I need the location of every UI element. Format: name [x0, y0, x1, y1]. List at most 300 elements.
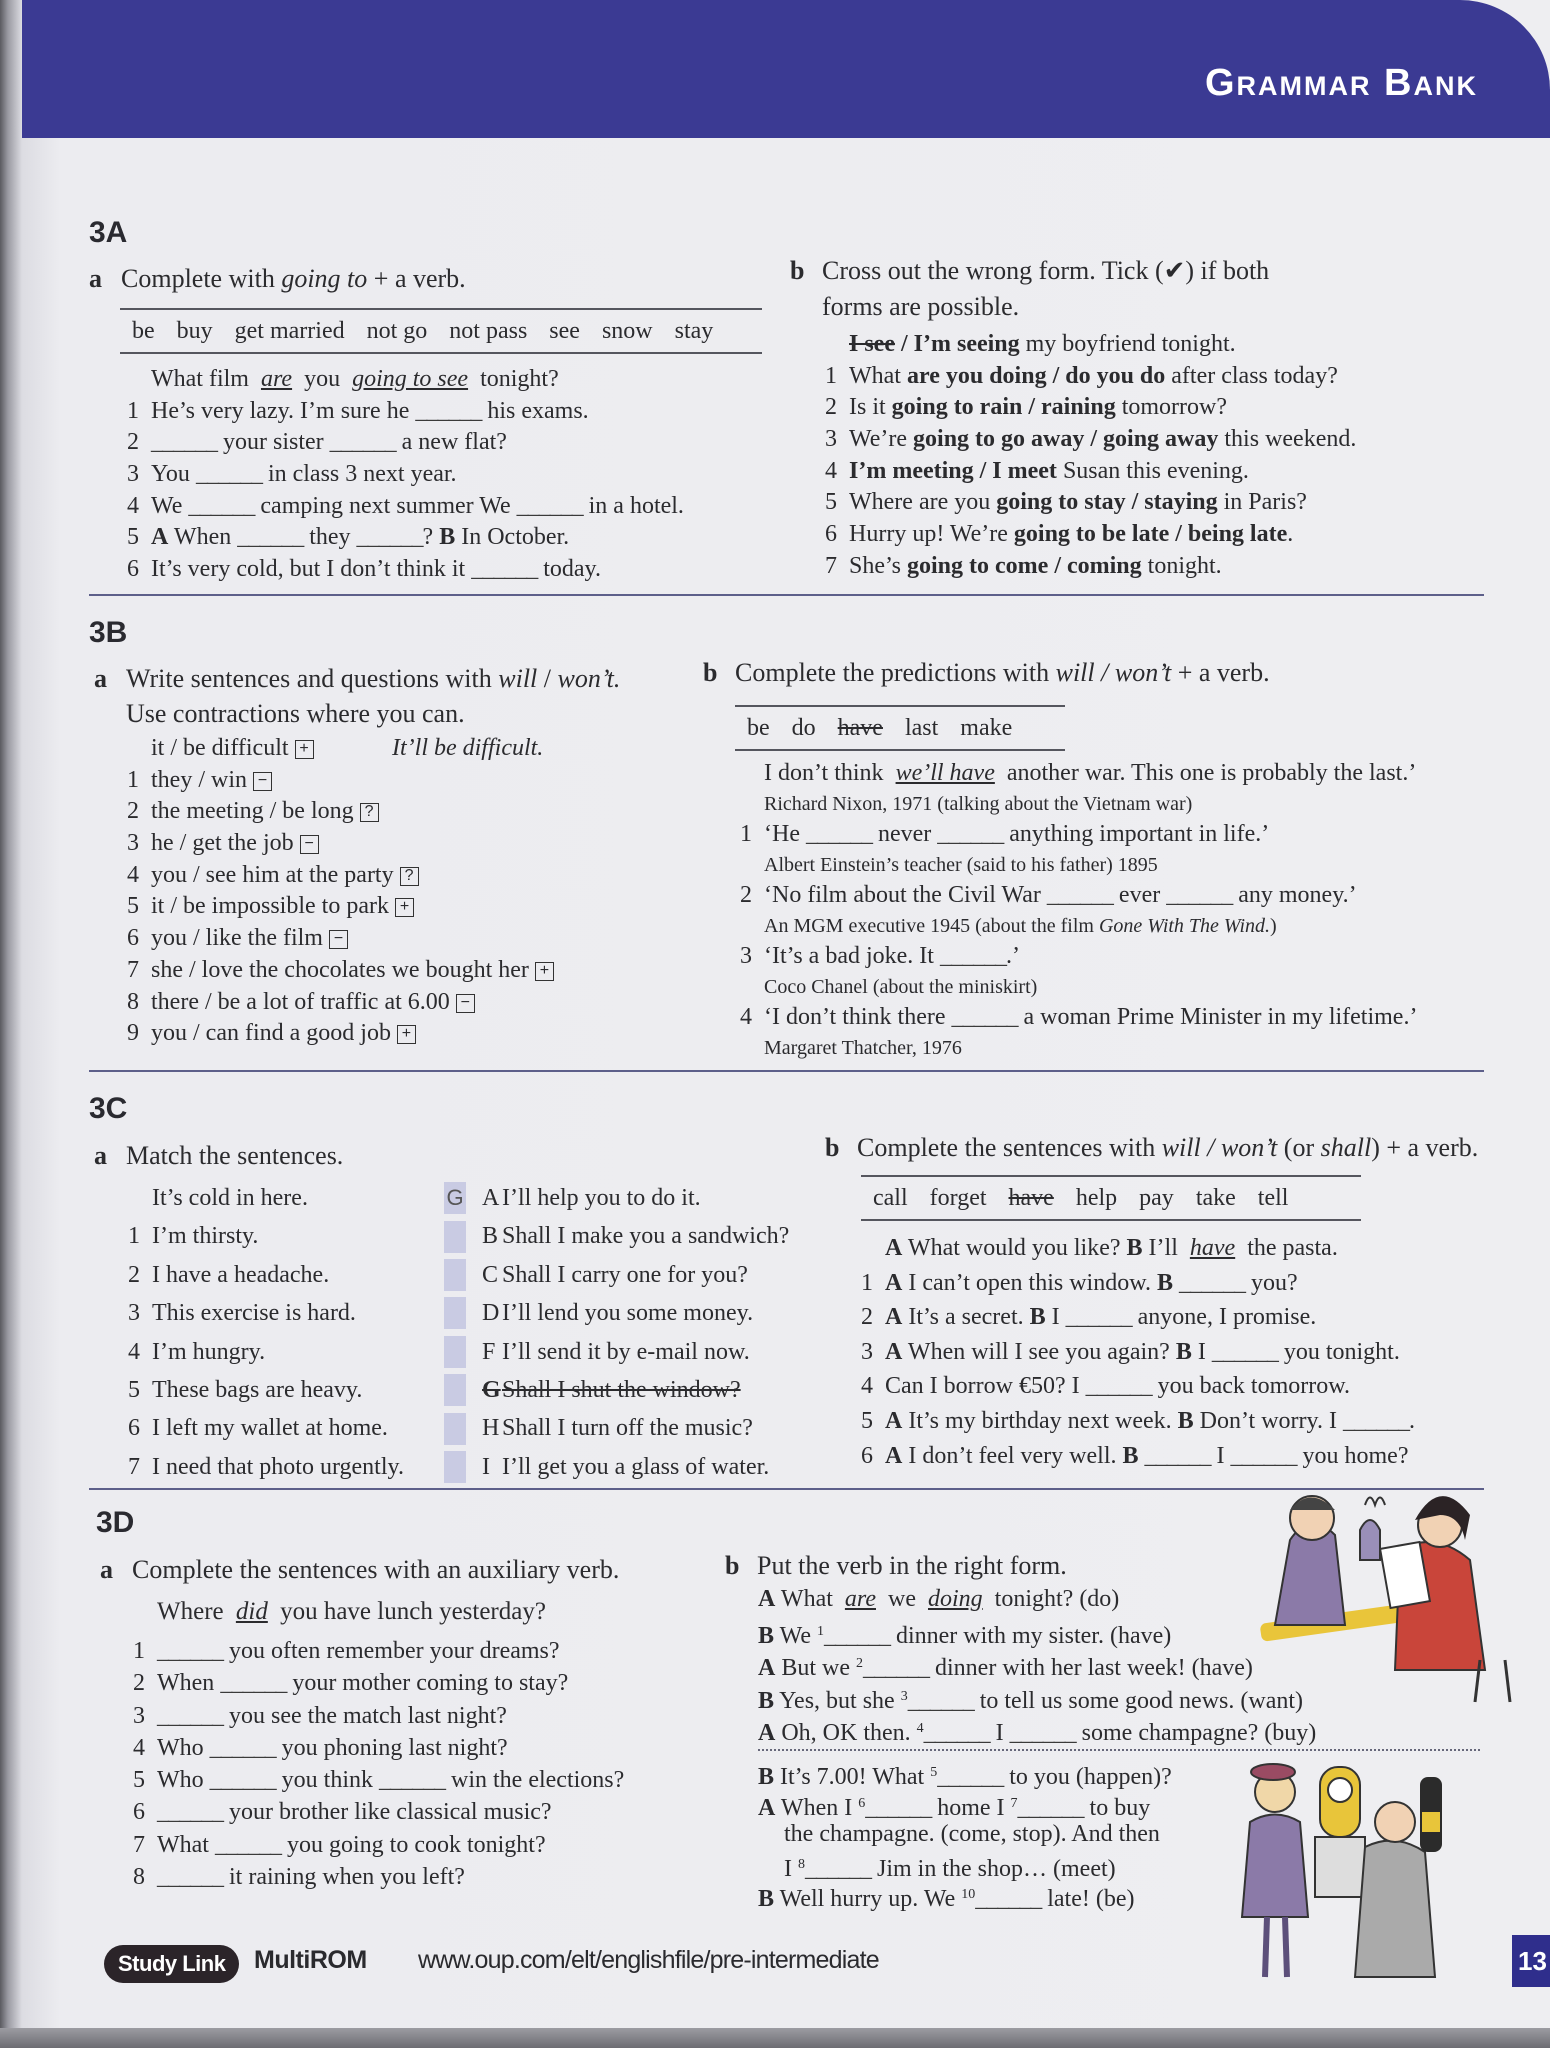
exercise-line [861, 1369, 1415, 1404]
exercise-3b-a-title [94, 662, 620, 696]
exercise-line [127, 765, 687, 797]
answer-blank[interactable]: ______ [329, 429, 396, 456]
match-option [444, 1179, 789, 1217]
answer-blank[interactable]: ______ [151, 429, 217, 456]
word-option: pay [1139, 1184, 1174, 1211]
sign-box: ? [400, 867, 419, 886]
attribution-line [740, 911, 1417, 942]
exercise-line [127, 364, 684, 396]
option-text: Shall I make you a sandwich? [502, 1223, 790, 1250]
text-segment: Jim in the shop… (meet) [871, 1855, 1116, 1882]
answer-blank[interactable]: ______ [937, 1764, 1004, 1790]
text-segment: you home? [1296, 1442, 1409, 1469]
bold-text: A [885, 1269, 903, 1296]
section-heading-3d: 3D [96, 1506, 135, 1539]
gap-number: 1 [816, 1623, 824, 1639]
text-segment: I have a headache. [152, 1261, 330, 1288]
exercise-line [825, 456, 1356, 488]
answer-blank[interactable]: ______ [157, 1702, 223, 1729]
text-segment: in Paris? [1217, 489, 1307, 516]
exercise-line [740, 758, 1417, 789]
word-option: have [837, 714, 883, 741]
exercise-line [127, 491, 684, 523]
text-segment: I [784, 1855, 798, 1882]
item-number: 9 [127, 1020, 139, 1047]
text-segment: you / can find a good job [151, 1020, 391, 1047]
answer-blank[interactable]: ______ [209, 1734, 276, 1761]
option-text: I’ll get you a glass of water. [502, 1453, 770, 1480]
item-number: 4 [127, 492, 139, 519]
answer-blank[interactable]: ______ [1046, 882, 1113, 908]
cafe-couple-illustration [1250, 1470, 1535, 1705]
exercise-line [861, 1335, 1415, 1370]
text-segment: she / love the chocolates we bought her [151, 956, 529, 983]
bold-text: B [439, 524, 456, 551]
exercise-line [128, 1448, 404, 1486]
match-option [444, 1217, 789, 1255]
word-option: snow [601, 317, 653, 344]
text-segment: camping next summer We [254, 492, 517, 519]
item-number: 2 [128, 1261, 140, 1288]
attribution-line [740, 789, 1417, 820]
italic-text: shall [1320, 1133, 1372, 1162]
text-segment: your sister [217, 429, 330, 456]
attribution-line [740, 850, 1417, 881]
page-number: 13 [1512, 1935, 1550, 1987]
answer-blank[interactable]: ______ [195, 461, 262, 488]
text-segment: Where are you [849, 489, 997, 516]
text-segment: you think [275, 1767, 379, 1794]
answer-blank[interactable]: ______ [1178, 1269, 1245, 1296]
bold-text: A [758, 1720, 776, 1747]
item-number: 5 [127, 524, 139, 551]
answer-blank[interactable]: ______ [1342, 1407, 1409, 1434]
text-segment: Oh, OK then. [775, 1720, 917, 1747]
exercise-line [758, 1819, 1172, 1850]
bold-text: B [1156, 1269, 1173, 1296]
bold-text: going to go away / going away [913, 426, 1219, 453]
exercise-3c-b-lines [861, 1231, 1415, 1473]
text-segment: you have lunch yesterday? [273, 1598, 546, 1625]
exercise-3c-a-prompts [128, 1179, 404, 1486]
item-number: 2 [127, 798, 139, 825]
answer-box[interactable] [444, 1221, 466, 1253]
text-segment: Who [157, 1734, 210, 1761]
text-segment: You [151, 461, 196, 488]
text-segment: / [537, 664, 558, 693]
gap-number: 7 [1010, 1795, 1018, 1811]
answer-blank[interactable]: ______ [863, 1655, 930, 1682]
item-number: 6 [128, 1415, 140, 1442]
bold-text: A [758, 1794, 776, 1821]
item-number: 7 [127, 956, 139, 983]
text-segment: Hurry up! We’re [849, 521, 1014, 548]
text-segment: your brother like classical music? [223, 1799, 552, 1826]
page-bottom-edge [0, 2028, 1550, 2048]
answer-blank[interactable]: ______ [214, 1831, 281, 1858]
exercise-3a-a-lines [127, 364, 684, 586]
text-segment: It’s a secret. [902, 1304, 1030, 1331]
answer-blank[interactable]: ______ [1166, 882, 1233, 908]
answer-blank[interactable]: ______ [939, 943, 1006, 969]
exercise-line [861, 1266, 1415, 1301]
text-segment: you [298, 366, 347, 392]
exercise-3b-b-lines [740, 758, 1417, 1063]
bold-text: / I’m seeing [894, 331, 1020, 357]
text-segment: Susan this evening. [1056, 457, 1249, 484]
text-segment: These bags are heavy. [152, 1376, 363, 1403]
match-option [444, 1448, 789, 1486]
exercise-3d-a-example [133, 1596, 546, 1628]
exercise-line [127, 459, 684, 491]
word-box [861, 1175, 1361, 1221]
text-segment: Put the verb in the right form. [757, 1551, 1067, 1580]
exercise-3c-a-options [444, 1179, 789, 1486]
bold-text: A [885, 1235, 903, 1261]
item-number: 2 [740, 882, 752, 908]
text-segment: there / be a lot of traffic at 6.00 [151, 988, 450, 1015]
gap-number: 6 [858, 1795, 866, 1811]
answer-box[interactable] [444, 1451, 466, 1483]
item-number: 4 [128, 1338, 140, 1365]
text-segment: An MGM executive 1945 (about the film [764, 914, 1099, 937]
answer-blank[interactable]: ______ [1009, 1720, 1076, 1747]
answer-blank[interactable]: ______ [1065, 1304, 1132, 1331]
answer-box[interactable] [444, 1297, 466, 1329]
exercise-line [825, 329, 1356, 361]
example-answer: It’ll be difficult. [392, 735, 544, 761]
sign-box: − [253, 772, 272, 791]
exercise-label: b [790, 256, 805, 285]
answer-blank[interactable]: ______ [805, 1855, 871, 1882]
exercise-line [133, 1861, 624, 1893]
answer-blank[interactable]: ______ [1230, 1442, 1297, 1469]
text-segment: Richard Nixon, 1971 (talking about the Vietnam war) [764, 792, 1193, 815]
text-segment: ‘It’s a bad joke. It [764, 943, 940, 969]
item-number: 3 [127, 830, 139, 857]
text-segment: Well hurry up. We [774, 1886, 962, 1912]
text-segment: you? [1244, 1269, 1298, 1296]
item-number: 5 [128, 1376, 140, 1403]
answer-blank[interactable]: ______ [188, 492, 255, 519]
italic-text: will [498, 664, 538, 693]
item-number: 6 [825, 521, 837, 548]
section-heading-3a: 3A [89, 216, 128, 249]
answer-box[interactable] [444, 1336, 466, 1368]
exercise-label: b [725, 1551, 740, 1580]
exercise-line [128, 1333, 404, 1371]
word-box [735, 705, 1065, 751]
word-option: help [1075, 1184, 1118, 1211]
item-number: 2 [861, 1304, 873, 1331]
multirom-label: MultiROM [254, 1946, 367, 1974]
word-option: not go [366, 317, 428, 344]
text-segment: Complete the predictions with [735, 658, 1056, 687]
text-segment: anyone, I promise. [1131, 1304, 1317, 1331]
exercise-line [127, 987, 687, 1019]
text-segment: after class today? [1165, 362, 1338, 389]
bold-text: A [885, 1407, 903, 1434]
answer-blank[interactable]: ______ [907, 1687, 974, 1714]
section-divider [89, 594, 1484, 596]
exercise-line [128, 1256, 404, 1294]
bold-text: A [885, 1442, 903, 1469]
bold-text: B [758, 1687, 775, 1714]
exercise-line [740, 880, 1417, 911]
italic-text: won’t. [557, 664, 621, 693]
exercise-line [127, 860, 687, 892]
sign-box: − [329, 930, 348, 949]
word-option: have [1008, 1184, 1054, 1211]
exercise-line [127, 891, 687, 923]
exercise-line [825, 487, 1356, 519]
exercise-3d-b-dialogue-part2 [758, 1758, 1172, 1911]
sign-box: + [535, 962, 554, 981]
exercise-line [128, 1217, 404, 1255]
text-segment: When I [775, 1794, 859, 1821]
exercise-label: a [89, 264, 102, 293]
item-number: 1 [127, 397, 139, 424]
bold-text: I’m meeting / I meet [849, 457, 1057, 484]
exercise-line [758, 1713, 1316, 1746]
option-letter: I [482, 1453, 490, 1480]
exercise-line [127, 923, 687, 955]
item-number: 8 [133, 1864, 145, 1891]
answer-box[interactable]: G [444, 1182, 466, 1214]
item-number: 2 [825, 394, 837, 421]
word-option: buy [176, 317, 213, 344]
word-option: see [549, 317, 580, 344]
answer-blank[interactable]: ______ [805, 821, 872, 847]
answer-blank[interactable]: ______ [923, 1720, 990, 1747]
option-text: I’ll help you to do it. [502, 1185, 701, 1211]
italic-text: will / won’t [1161, 1133, 1278, 1162]
bold-text: going to be late / being late [1013, 521, 1288, 548]
text-segment: Cross out the wrong form. Tick (✔) if both [822, 256, 1270, 285]
example-answer: we’ll have [895, 760, 995, 786]
answer-blank[interactable]: ______ [471, 556, 538, 583]
exercise-line [127, 1018, 687, 1050]
exercise-3a-a-title [89, 262, 466, 296]
italic-text: going to [281, 264, 368, 293]
item-number: 3 [133, 1702, 145, 1729]
text-segment: you back tomorrow. [1151, 1373, 1351, 1400]
italic-text: Gone With The Wind. [1098, 914, 1271, 937]
answer-blank[interactable]: ______ [1017, 1794, 1084, 1821]
text-segment: When [168, 524, 238, 551]
item-number: 7 [133, 1831, 145, 1858]
answer-blank[interactable]: ______ [1144, 1442, 1211, 1469]
text-segment: it / be impossible to park [151, 893, 389, 920]
text-segment: in a hotel. [582, 492, 684, 519]
word-option: last [904, 714, 939, 741]
item-number: 6 [861, 1442, 873, 1469]
item-number: 1 [128, 1223, 140, 1250]
text-segment: He’s very lazy. I’m sure he [151, 397, 416, 424]
word-box [120, 308, 762, 354]
text-segment: Is it [849, 394, 892, 421]
text-segment: you / like the film [151, 925, 323, 952]
text-segment: the pasta. [1241, 1235, 1338, 1261]
item-number: 3 [128, 1300, 140, 1327]
exercise-line [128, 1409, 404, 1447]
item-number: 4 [861, 1373, 873, 1400]
text-segment: I don’t feel very well. [902, 1442, 1123, 1469]
bold-text: A [151, 524, 169, 551]
answer-blank[interactable]: ______ [415, 397, 482, 424]
match-option [444, 1371, 789, 1409]
text-segment: to you (happen)? [1003, 1764, 1172, 1790]
answer-blank[interactable]: ______ [951, 1004, 1018, 1030]
text-segment: We [151, 492, 189, 519]
text-segment: Coco Chanel (about the miniskirt) [764, 975, 1038, 998]
text-segment: tonight? (do) [988, 1586, 1120, 1612]
exercise-3a-b-lines [825, 329, 1356, 583]
answer-box[interactable] [444, 1413, 466, 1445]
answer-blank[interactable]: ______ [937, 821, 1004, 847]
italic-text: will / won’t [1055, 658, 1172, 687]
item-number: 4 [133, 1734, 145, 1761]
text-segment: I need that photo urgently. [152, 1453, 404, 1480]
item-number: 2 [133, 1670, 145, 1697]
option-text: I’ll send it by e-mail now. [502, 1338, 750, 1365]
exercise-line [127, 828, 687, 860]
item-number: 5 [861, 1407, 873, 1434]
text-segment: ) + a verb. [1371, 1133, 1479, 1162]
bold-text: going to come / coming [907, 552, 1142, 579]
exercise-line [128, 1294, 404, 1332]
text-segment: today. [537, 556, 601, 583]
exercise-line [825, 361, 1356, 393]
answer-blank[interactable]: ______ [209, 1767, 276, 1794]
answer-blank[interactable]: ______ [356, 524, 423, 551]
answer-blank[interactable]: ______ [865, 1794, 932, 1821]
text-segment: ‘I don’t think there [764, 1004, 952, 1030]
answer-blank[interactable]: ______ [823, 1622, 890, 1649]
text-segment: We [774, 1622, 817, 1649]
text-segment: Can I borrow €50? I [885, 1373, 1086, 1400]
text-segment: I [989, 1720, 1010, 1747]
text-segment: it raining when you left? [223, 1864, 465, 1891]
item-number: 6 [133, 1799, 145, 1826]
exercise-line [127, 396, 684, 428]
study-link-badge: Study Link [104, 1945, 239, 1983]
text-segment: my boyfriend tonight. [1019, 331, 1236, 357]
text-segment: you going to cook tonight? [280, 1831, 546, 1858]
answer-box[interactable] [444, 1374, 466, 1406]
option-text: Shall I shut the window? [502, 1376, 741, 1403]
text-segment: to buy [1083, 1794, 1151, 1821]
answer-blank[interactable]: ______ [1211, 1338, 1278, 1365]
text-segment: another war. This one is probably the last.’ [1000, 760, 1417, 786]
text-segment: tomorrow? [1115, 394, 1228, 421]
text-segment: .’ [1005, 943, 1020, 969]
bold-text: A [758, 1586, 776, 1612]
text-segment: In October. [455, 524, 570, 551]
item-number: 5 [825, 489, 837, 516]
bold-text: B [758, 1886, 775, 1912]
item-number: 3 [861, 1338, 873, 1365]
exercise-line [861, 1300, 1415, 1335]
exercise-line [758, 1616, 1316, 1649]
exercise-3b-a-title-line2: Use contractions where you can. [126, 699, 465, 728]
exercise-line [740, 1002, 1417, 1033]
answer-box[interactable] [444, 1259, 466, 1291]
answer-blank[interactable]: ______ [157, 1864, 223, 1891]
exercise-3d-b-title [725, 1549, 1067, 1583]
exercise-line [825, 424, 1356, 456]
example-answer: are [260, 366, 293, 392]
exercise-line [128, 1371, 404, 1409]
text-segment: we [882, 1586, 922, 1612]
exercise-line [133, 1700, 624, 1732]
text-segment: some champagne? (buy) [1075, 1720, 1317, 1747]
text-segment: dinner with my sister. (have) [889, 1622, 1172, 1649]
text-segment: I [1191, 1338, 1212, 1365]
answer-blank[interactable]: ______ [516, 492, 583, 519]
text-segment: you tonight. [1277, 1338, 1400, 1365]
exercise-line [133, 1596, 546, 1628]
text-segment: in class 3 next year. [261, 461, 457, 488]
exercise-line [861, 1439, 1415, 1474]
exercise-label: b [825, 1133, 840, 1162]
answer-blank[interactable]: ______ [975, 1886, 1042, 1912]
item-number: 1 [127, 766, 139, 793]
text-segment: you see the match last night? [223, 1702, 507, 1729]
website-link[interactable]: www.oup.com/elt/englishfile/pre-intermediate [418, 1946, 879, 1974]
item-number: 4 [127, 861, 139, 888]
exercise-line [861, 1404, 1415, 1439]
text-segment: We’re [849, 426, 914, 453]
text-segment: it / be difficult [151, 735, 289, 761]
option-letter: D [482, 1300, 500, 1327]
word-option: call [873, 1184, 908, 1211]
text-segment: Margaret Thatcher, 1976 [764, 1036, 962, 1059]
sign-box: − [456, 994, 475, 1013]
answer-blank[interactable]: ______ [157, 1638, 223, 1664]
answer-blank[interactable]: ______ [1085, 1373, 1152, 1400]
text-segment: It’s cold in here. [152, 1185, 308, 1211]
exercise-line [128, 1179, 404, 1217]
text-segment: Who [157, 1767, 210, 1794]
exercise-label: a [94, 664, 107, 693]
answer-blank[interactable]: ______ [220, 1670, 287, 1697]
text-segment: What [157, 1831, 215, 1858]
exercise-label: a [94, 1141, 107, 1170]
item-number: 7 [128, 1453, 140, 1480]
text-segment: you / see him at the party [151, 861, 394, 888]
exercise-line [127, 427, 684, 459]
sign-box: + [397, 1025, 416, 1044]
answer-blank[interactable]: ______ [237, 524, 304, 551]
exercise-3c-a-title [94, 1139, 343, 1173]
word-option: not pass [449, 317, 528, 344]
answer-blank[interactable]: ______ [379, 1767, 445, 1794]
exercise-line [825, 519, 1356, 551]
text-segment: his exams. [481, 397, 589, 424]
bold-text: going to rain / raining [891, 394, 1116, 421]
exercise-line [758, 1880, 1172, 1911]
exercise-label: a [100, 1555, 113, 1584]
example-answer: have [1189, 1235, 1236, 1261]
bold-text: B [1175, 1338, 1192, 1365]
item-number: 5 [127, 893, 139, 920]
text-segment: the champagne. (come, stop). And then [784, 1821, 1160, 1847]
text-segment: home I [931, 1794, 1011, 1821]
text-segment: Complete with [121, 264, 282, 293]
text-segment: I [1045, 1304, 1066, 1331]
answer-blank[interactable]: ______ [157, 1799, 223, 1826]
